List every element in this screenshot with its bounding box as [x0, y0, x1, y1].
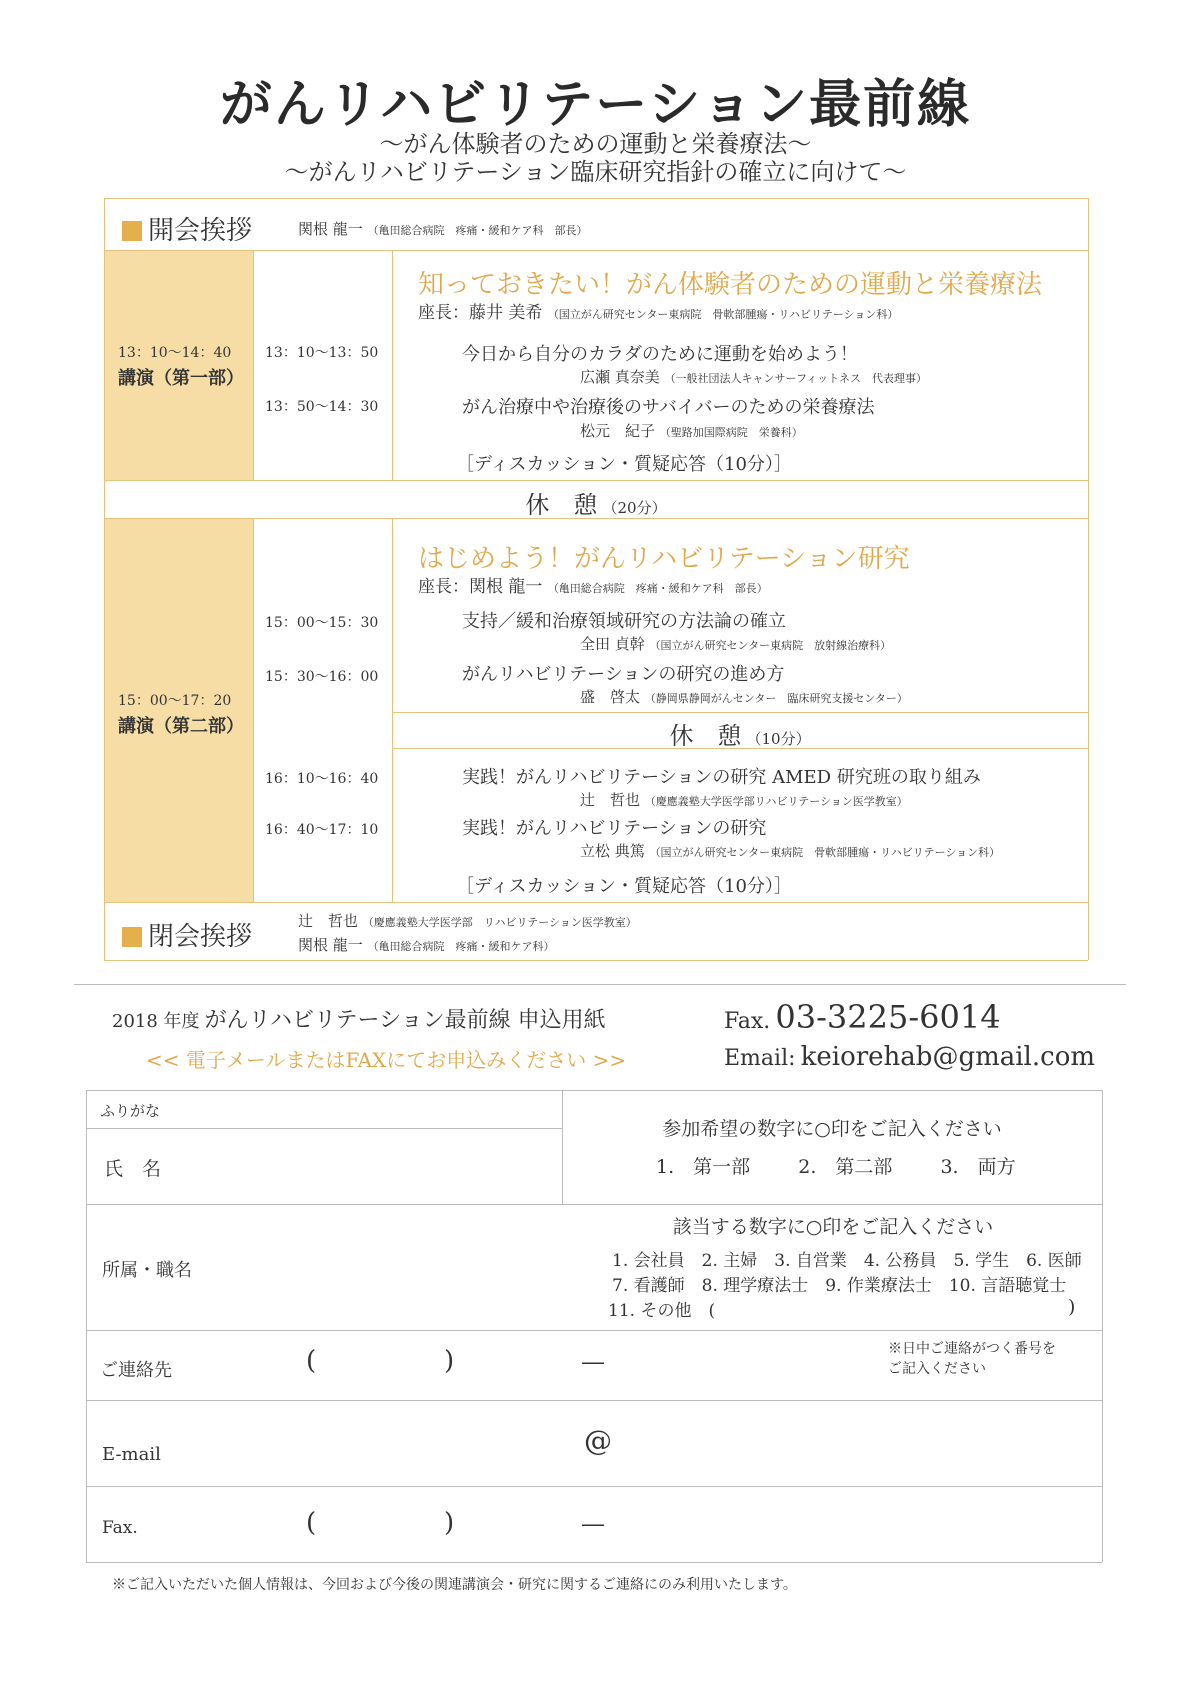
part1-label: 講演（第一部）: [118, 368, 244, 389]
talk-time: 13：50～14：30: [265, 399, 379, 415]
affiliation-label: 所属・職名: [102, 1260, 192, 1281]
part2-chair: 座長：関根 龍一: [418, 577, 543, 597]
part2-discussion: ［ディスカッション・質疑応答（10分）］: [456, 876, 792, 897]
part2-title: はじめよう！がんリハビリテーション研究: [418, 544, 910, 574]
opening-label: 開会挨拶: [148, 216, 253, 246]
fax-row-label: Fax.: [102, 1518, 138, 1538]
talk-title: がんリハビリテーションの研究の進め方: [462, 664, 785, 685]
privacy-note: ※ご記入いただいた個人情報は、今回および今後の関連講演会・研究に関するご連絡にのみ利用いたします。: [112, 1577, 797, 1593]
occupation-options[interactable]: 7. 看護師 8. 理学療法士 9. 作業療法士 10. 言語聴覚士: [612, 1276, 1067, 1296]
email-address[interactable]: keiorehab@gmail.com: [800, 1042, 1096, 1072]
subtitle-1: ～がん体験者のための運動と栄養療法～: [379, 130, 812, 158]
paren-open: (: [306, 1508, 317, 1538]
paren-close: ): [1068, 1296, 1076, 1318]
paren-open: (: [306, 1346, 317, 1376]
paren-close: ): [444, 1508, 455, 1538]
form-instruction: << 電子メールまたはFAXにてお申込みください >>: [146, 1048, 627, 1072]
talk-speaker: 辻 哲也: [580, 791, 641, 809]
name-label: 氏 名: [104, 1158, 162, 1180]
talk-speaker: 立松 典篤: [580, 842, 645, 860]
paren-close: ): [444, 1346, 455, 1376]
talk-speaker: 松元 紀子: [580, 422, 656, 440]
phone-input[interactable]: [330, 1340, 830, 1392]
part2-label: 講演（第二部）: [118, 716, 244, 737]
closing-speaker: 辻 哲也: [298, 912, 359, 930]
break2-duration: （10分）: [746, 730, 811, 748]
talk-title: 実践！がんリハビリテーションの研究 AMED 研究班の取り組み: [462, 767, 981, 788]
talk-affil: （一般社団法人キャンサーフィットネス 代表理事）: [664, 372, 928, 385]
dash: ―: [582, 1512, 604, 1537]
talk-title: 支持／緩和治療領域研究の方法論の確立: [462, 611, 786, 632]
participation-prompt: 参加希望の数字に○印をご記入ください: [662, 1118, 1002, 1140]
name-input[interactable]: [200, 1132, 556, 1200]
at-sign: @: [584, 1424, 612, 1457]
subtitle-2: ～がんリハビリテーション臨床研究指針の確立に向けて～: [284, 158, 907, 186]
talk-affil: （聖路加国際病院 栄養科）: [659, 426, 803, 439]
email-row-label: E-mail: [102, 1444, 161, 1465]
talk-title: がん治療中や治療後のサバイバーのための栄養療法: [462, 397, 875, 418]
fax-number: 03-3225-6014: [775, 998, 1001, 1036]
part1-chair-affil: （国立がん研究センター東病院 骨軟部腫瘍・リハビリテーション科）: [547, 308, 899, 321]
participation-option[interactable]: 1. 第一部: [656, 1156, 751, 1178]
email-label: Email:: [724, 1046, 796, 1071]
closing-section: [122, 916, 252, 953]
closing-label: 閉会挨拶: [148, 922, 253, 952]
talk-time: 13：10～13：50: [265, 345, 379, 361]
talk-affil: （静岡県静岡がんセンター 臨床研究支援センター）: [644, 692, 908, 705]
talk-time: 15：30～16：00: [265, 669, 379, 685]
talk-speaker: 全田 貞幹: [580, 635, 645, 653]
talk-speaker: 広瀬 真奈美: [580, 368, 660, 386]
talk-time: 16：10～16：40: [265, 771, 379, 787]
form-year: 2018 年度: [112, 1011, 200, 1032]
closing-speaker: 関根 龍一: [298, 936, 363, 954]
page-title: がんリハビリテーション最前線: [219, 74, 972, 135]
part2-time: 15：00～17：20: [118, 693, 232, 709]
square-icon: [122, 927, 142, 947]
contact-note: ※日中ご連絡がつく番号を: [888, 1341, 1056, 1357]
furigana-label: ふりがな: [100, 1102, 161, 1120]
fax-label: Fax.: [724, 1009, 771, 1034]
opening-speaker: 関根 龍一: [298, 220, 363, 238]
talk-speaker: 盛 啓太: [580, 688, 641, 706]
contact-label: ご連絡先: [100, 1360, 172, 1381]
break2-label: 休 憩: [669, 722, 742, 750]
talk-affil: （国立がん研究センター東病院 放射線治療科）: [649, 639, 892, 652]
occupation-prompt: 該当する数字に○印をご記入ください: [672, 1216, 994, 1238]
closing-affil: （慶應義塾大学医学部 リハビリテーション医学教室）: [362, 916, 637, 929]
dash: ―: [582, 1350, 604, 1375]
part1-chair: 座長：藤井 美希: [418, 303, 543, 323]
talk-affil: （国立がん研究センター東病院 骨軟部腫瘍・リハビリテーション科）: [649, 846, 1001, 859]
occupation-options[interactable]: 1. 会社員 2. 主婦 3. 自営業 4. 公務員 5. 学生 6. 医師: [612, 1251, 1082, 1271]
part1-discussion: ［ディスカッション・質疑応答（10分）］: [456, 454, 792, 475]
opening-section: [122, 210, 252, 247]
email-input[interactable]: [200, 1408, 1090, 1480]
contact-note: ご記入ください: [888, 1361, 986, 1377]
talk-time: 15：00～15：30: [265, 615, 379, 631]
divider: [74, 984, 1126, 985]
participation-option[interactable]: 2. 第二部: [798, 1156, 893, 1178]
break1-duration: （20分）: [602, 499, 667, 517]
fax-input[interactable]: [330, 1496, 1030, 1556]
form-title: がんリハビリテーション最前線 申込用紙: [204, 1008, 606, 1033]
occupation-other[interactable]: 11. その他 (: [608, 1301, 716, 1321]
participation-option[interactable]: 3. 両方: [940, 1156, 1016, 1178]
part1-title: 知っておきたい！がん体験者のための運動と栄養療法: [418, 270, 1043, 300]
talk-affil: （慶應義塾大学医学部リハビリテーション医学教室）: [644, 795, 908, 808]
part1-time: 13：10～14：40: [118, 345, 232, 361]
closing-affil: （亀田総合病院 疼痛・緩和ケア科）: [367, 940, 555, 953]
talk-time: 16：40～17：10: [265, 822, 379, 838]
part2-chair-affil: （亀田総合病院 疼痛・緩和ケア科 部長）: [547, 582, 768, 595]
square-icon: [122, 221, 142, 241]
talk-title: 今日から自分のカラダのために運動を始めよう！: [462, 344, 858, 365]
talk-title: 実践！がんリハビリテーションの研究: [462, 818, 767, 839]
break1-label: 休 憩: [525, 491, 598, 519]
opening-affil: （亀田総合病院 疼痛・緩和ケア科 部長）: [367, 224, 588, 237]
